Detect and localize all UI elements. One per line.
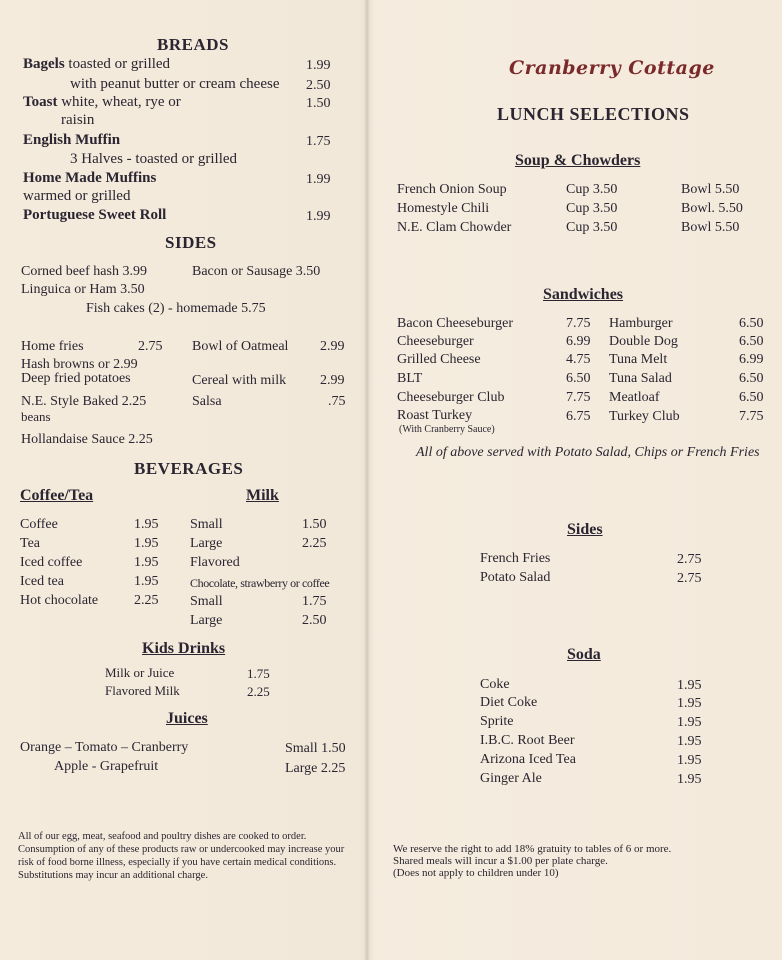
milk-small-price: 1.50 — [302, 517, 327, 532]
milk-flavored-desc: Chocolate, strawberry or coffee — [190, 576, 330, 590]
english-muffin-price: 1.75 — [306, 134, 331, 149]
children-notice: (Does not apply to children under 10) — [393, 867, 559, 879]
soda-name: Diet Coke — [480, 695, 538, 710]
milk-large: Large — [190, 536, 223, 551]
english-muffin-name: English Muffin — [23, 132, 121, 148]
flavored-large-price: 2.50 — [302, 613, 327, 628]
coffee-item-price: 1.95 — [134, 555, 159, 570]
homemade-muffins-price: 1.99 — [306, 172, 331, 187]
sandwiches-served-with: All of above served with Potato Salad, Chips or French Fries — [416, 445, 760, 460]
sides-oatmeal: Bowl of Oatmeal — [192, 339, 289, 354]
sandwich-price: 6.75 — [566, 409, 591, 424]
juices-line2: Apple - Grapefruit — [54, 759, 159, 774]
breads-heading: BREADS — [157, 35, 229, 54]
sandwich-price: 6.50 — [739, 316, 764, 331]
sandwich-name: Turkey Club — [609, 409, 680, 424]
sides-home-fries-price: 2.75 — [138, 339, 163, 354]
side-price: 2.75 — [677, 552, 702, 567]
coffee-item-name: Coffee — [20, 517, 58, 532]
toast-item — [23, 94, 181, 111]
bagels-price: 1.99 — [306, 58, 331, 73]
sandwich-price: 4.75 — [566, 352, 591, 367]
coffee-item-price: 2.25 — [134, 593, 159, 608]
soup-name: French Onion Soup — [397, 182, 507, 197]
sweet-roll-price: 1.99 — [306, 209, 331, 224]
sandwich-name: Tuna Salad — [609, 371, 672, 386]
bagels-name: Bagels — [23, 56, 65, 72]
lunch-selections-title: LUNCH SELECTIONS — [497, 104, 690, 124]
soup-cup-price: Cup 3.50 — [566, 201, 618, 216]
sides-bacon-sausage: Bacon or Sausage 3.50 — [192, 264, 321, 279]
food-safety-notice: All of our egg, meat, seafood and poultry dishes are cooked to order. Consumption of any of these products raw or undercooked may increase your risk of food borne illness, especially if you have certain medical conditions. Substitutions may incur an additional charge. — [18, 831, 345, 881]
milk-large-price: 2.25 — [302, 536, 327, 551]
soda-price: 1.95 — [677, 715, 702, 730]
sides-hash-browns: Hash browns or 2.99 — [21, 357, 138, 372]
coffee-item-name: Iced coffee — [20, 555, 83, 570]
juices-line1: Orange – Tomato – Cranberry — [20, 740, 189, 755]
sandwich-price: 6.50 — [739, 371, 764, 386]
sandwich-name: Meatloaf — [609, 390, 660, 405]
coffee-item-price: 1.95 — [134, 536, 159, 551]
side-price: 2.75 — [677, 571, 702, 586]
sandwich-price: 7.75 — [739, 409, 764, 424]
soup-cup-price: Cup 3.50 — [566, 182, 618, 197]
kids-milk-juice-price: 1.75 — [247, 666, 270, 681]
sandwich-price: 6.99 — [739, 352, 764, 367]
juices-heading: Juices — [166, 710, 208, 727]
soda-price: 1.95 — [677, 734, 702, 749]
side-name: French Fries — [480, 551, 551, 566]
sides-beans: beans — [21, 409, 51, 424]
shared-meals-notice: Shared meals will incur a $1.00 per plate charge. — [393, 855, 608, 867]
bagels-desc: toasted or grilled — [64, 56, 171, 72]
bagels-item — [23, 56, 170, 73]
juices-large: Large 2.25 — [285, 761, 346, 776]
english-muffin-desc: 3 Halves - toasted or grilled — [70, 151, 238, 167]
sides-heading: SIDES — [165, 233, 217, 252]
sandwich-name: Hamburger — [609, 316, 673, 331]
kids-flavored-milk: Flavored Milk — [105, 683, 180, 698]
juices-small: Small 1.50 — [285, 741, 346, 756]
coffee-item-name: Iced tea — [20, 574, 64, 589]
sandwich-price: 6.99 — [566, 334, 591, 349]
sides-home-fries: Home fries — [21, 339, 84, 354]
soda-heading: Soda — [567, 646, 601, 663]
sandwich-price: 6.50 — [566, 371, 591, 386]
side-name: Potato Salad — [480, 570, 551, 585]
sides-hollandaise: Hollandaise Sauce 2.25 — [21, 432, 153, 447]
sandwich-price: 6.50 — [739, 334, 764, 349]
sides-linguica: Linguica or Ham 3.50 — [21, 282, 145, 297]
sides-corned-beef: Corned beef hash 3.99 — [21, 264, 147, 279]
homemade-muffins-name: Home Made Muffins — [23, 170, 157, 186]
sides-baked-beans: N.E. Style Baked 2.25 — [21, 394, 147, 409]
sides-salsa: Salsa — [192, 394, 222, 409]
coffee-item-name: Tea — [20, 536, 41, 551]
sides-deep-fried: Deep fried potatoes — [21, 371, 131, 386]
sweet-roll-name: Portuguese Sweet Roll — [23, 207, 167, 223]
sandwich-name: BLT — [397, 371, 423, 386]
flavored-small: Small — [190, 594, 223, 609]
soup-name: N.E. Clam Chowder — [397, 220, 512, 235]
bagels-pb-price: 2.50 — [306, 78, 331, 93]
toast-price: 1.50 — [306, 96, 331, 111]
soda-price: 1.95 — [677, 696, 702, 711]
roast-turkey-note: (With Cranberry Sauce) — [399, 424, 495, 435]
page-fold — [364, 0, 370, 960]
soups-heading: Soup & Chowders — [515, 152, 641, 169]
coffee-item-price: 1.95 — [134, 517, 159, 532]
soda-name: Ginger Ale — [480, 771, 542, 786]
soda-name: Coke — [480, 677, 510, 692]
toast-desc2: raisin — [61, 112, 95, 128]
toast-desc: white, wheat, rye or — [57, 94, 181, 110]
sandwich-name: Bacon Cheeseburger — [397, 316, 513, 331]
soup-bowl-price: Bowl 5.50 — [681, 182, 740, 197]
sandwich-price: 7.75 — [566, 316, 591, 331]
flavored-small-price: 1.75 — [302, 594, 327, 609]
soup-bowl-price: Bowl. 5.50 — [681, 201, 743, 216]
milk-small: Small — [190, 517, 223, 532]
coffee-item-name: Hot chocolate — [20, 593, 99, 608]
milk-flavored: Flavored — [190, 555, 240, 570]
coffee-item-price: 1.95 — [134, 574, 159, 589]
sides-cereal-price: 2.99 — [320, 373, 345, 388]
soda-price: 1.95 — [677, 753, 702, 768]
kids-flavored-milk-price: 2.25 — [247, 684, 270, 699]
milk-heading: Milk — [246, 487, 279, 504]
bagels-pb-desc: with peanut butter or cream cheese — [70, 76, 280, 92]
kids-milk-juice: Milk or Juice — [105, 665, 175, 680]
soda-name: Arizona Iced Tea — [480, 752, 576, 767]
soup-bowl-price: Bowl 5.50 — [681, 220, 740, 235]
restaurant-logo: Cranberry Cottage — [509, 57, 715, 79]
sandwich-name: Grilled Cheese — [397, 352, 481, 367]
beverages-heading: BEVERAGES — [134, 459, 244, 478]
right-sides-heading: Sides — [567, 521, 603, 538]
sides-salsa-price: .75 — [328, 394, 346, 409]
sides-cereal: Cereal with milk — [192, 373, 287, 388]
gratuity-notice: We reserve the right to add 18% gratuity to tables of 6 or more. — [393, 843, 672, 855]
sandwich-name: Cheeseburger — [397, 334, 474, 349]
sandwich-name: Double Dog — [609, 334, 678, 349]
toast-name: Toast — [23, 94, 58, 110]
kids-drinks-heading: Kids Drinks — [142, 640, 226, 657]
coffee-tea-heading: Coffee/Tea — [20, 487, 94, 504]
soup-cup-price: Cup 3.50 — [566, 220, 618, 235]
soda-name: Sprite — [480, 714, 514, 729]
sandwich-price: 6.50 — [739, 390, 764, 405]
sandwich-price: 7.75 — [566, 390, 591, 405]
soda-price: 1.95 — [677, 772, 702, 787]
soup-name: Homestyle Chili — [397, 201, 490, 216]
sandwich-name: Cheeseburger Club — [397, 390, 505, 405]
sides-fish-cakes: Fish cakes (2) - homemade 5.75 — [86, 301, 266, 316]
sandwich-name: Tuna Melt — [609, 352, 668, 367]
sandwiches-heading: Sandwiches — [543, 286, 624, 303]
flavored-large: Large — [190, 613, 223, 628]
homemade-muffins-desc: warmed or grilled — [23, 188, 131, 204]
sides-oatmeal-price: 2.99 — [320, 339, 345, 354]
soda-price: 1.95 — [677, 678, 702, 693]
sandwich-name: Roast Turkey — [397, 408, 473, 423]
soda-name: I.B.C. Root Beer — [480, 733, 575, 748]
